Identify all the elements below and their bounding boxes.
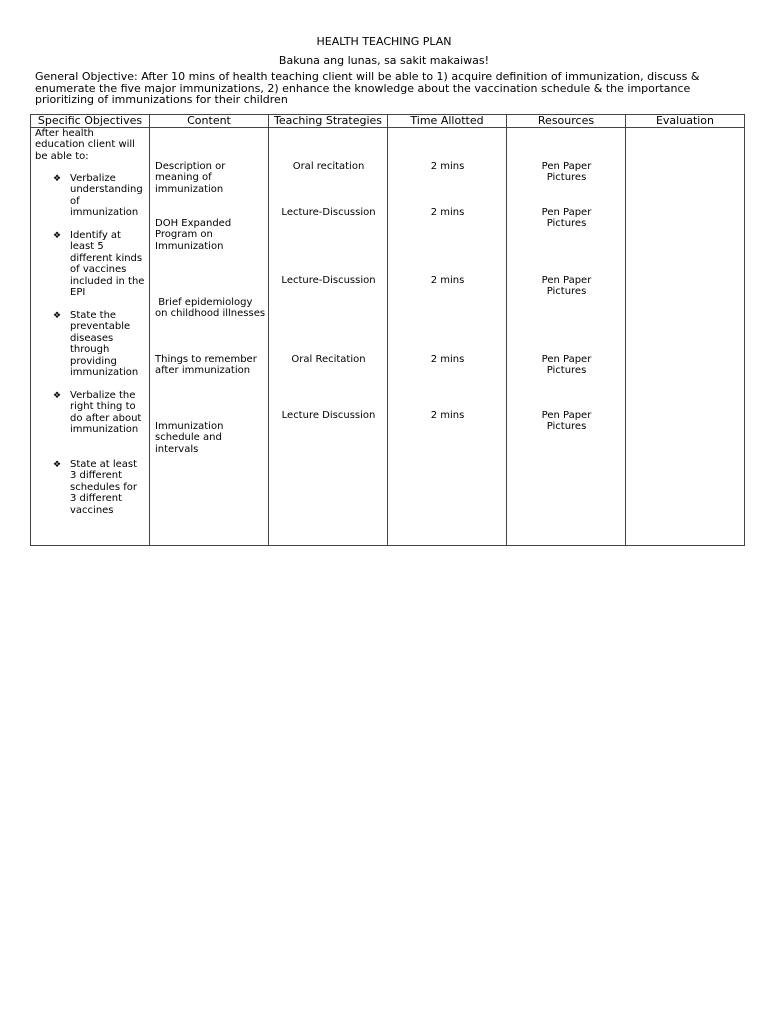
- resource-item: Pen Paper Pictures: [541, 354, 592, 377]
- bullet-icon: ❖: [53, 174, 62, 184]
- bullet-icon: ❖: [53, 231, 62, 241]
- resource-item: Pen Paper Pictures: [541, 410, 592, 433]
- objective-item: Identify at least 5 different kinds of vaccines included in the EPI: [70, 230, 145, 299]
- document-subtitle: Bakuna ang lunas, sa sakit makaiwas!: [278, 54, 490, 67]
- content-item: DOH Expanded Program on Immunization: [155, 218, 232, 252]
- time-item: 2 mins: [430, 207, 465, 218]
- header-content: Content: [150, 115, 269, 128]
- strategy-item: Lecture Discussion: [281, 410, 376, 421]
- content-cell: [150, 128, 269, 546]
- header-teaching-strategies: Teaching Strategies: [269, 115, 388, 128]
- objectives-cell: [31, 128, 150, 546]
- bullet-icon: ❖: [53, 311, 62, 321]
- strategy-item: Oral Recitation: [291, 354, 366, 365]
- resource-item: Pen Paper Pictures: [541, 207, 592, 230]
- bullet-icon: ❖: [53, 391, 62, 401]
- resource-item: Pen Paper Pictures: [541, 275, 592, 298]
- objective-item: State the preventable diseases through providing immunization: [70, 310, 139, 379]
- content-item: Immunization schedule and intervals: [155, 421, 224, 455]
- header-time-allotted: Time Allotted: [388, 115, 507, 128]
- objectives-intro: After health education client will be able to:: [35, 128, 135, 162]
- header-evaluation: Evaluation: [626, 115, 745, 128]
- content-item: Description or meaning of immunization: [155, 161, 226, 195]
- objective-item: Verbalize the right thing to do after about immunization: [70, 390, 142, 436]
- header-specific-objectives: Specific Objectives: [31, 115, 150, 128]
- time-cell: [388, 128, 507, 546]
- strategies-cell: [269, 128, 388, 546]
- content-item: Brief epidemiology on childhood illnesses: [155, 297, 266, 320]
- resources-cell: [507, 128, 626, 546]
- objective-item: Verbalize understanding of immunization: [70, 173, 143, 219]
- time-item: 2 mins: [430, 354, 465, 365]
- evaluation-cell: [626, 128, 745, 546]
- resource-item: Pen Paper Pictures: [541, 161, 592, 184]
- strategy-item: Oral recitation: [292, 161, 365, 172]
- content-item: Things to remember after immunization: [155, 354, 257, 377]
- time-item: 2 mins: [430, 275, 465, 286]
- teaching-plan-table: [30, 114, 745, 546]
- table-row: [31, 128, 745, 546]
- document-title: HEALTH TEACHING PLAN: [316, 35, 452, 48]
- bullet-icon: ❖: [53, 460, 62, 470]
- objective-item: State at least 3 different schedules for 3 different vaccines: [70, 459, 138, 516]
- header-resources: Resources: [507, 115, 626, 128]
- strategy-item: Lecture-Discussion: [281, 207, 376, 218]
- general-objective: General Objective: After 10 mins of health teaching client will be able to 1) acquire definition of immunization, discuss & enumerate the five major immunizations, 2) enhance the knowledge about the vaccination schedule & the importance prioritizing of immunizations for their children: [35, 70, 700, 106]
- time-item: 2 mins: [430, 161, 465, 172]
- table-header-row: [31, 115, 745, 128]
- time-item: 2 mins: [430, 410, 465, 421]
- strategy-item: Lecture-Discussion: [281, 275, 376, 286]
